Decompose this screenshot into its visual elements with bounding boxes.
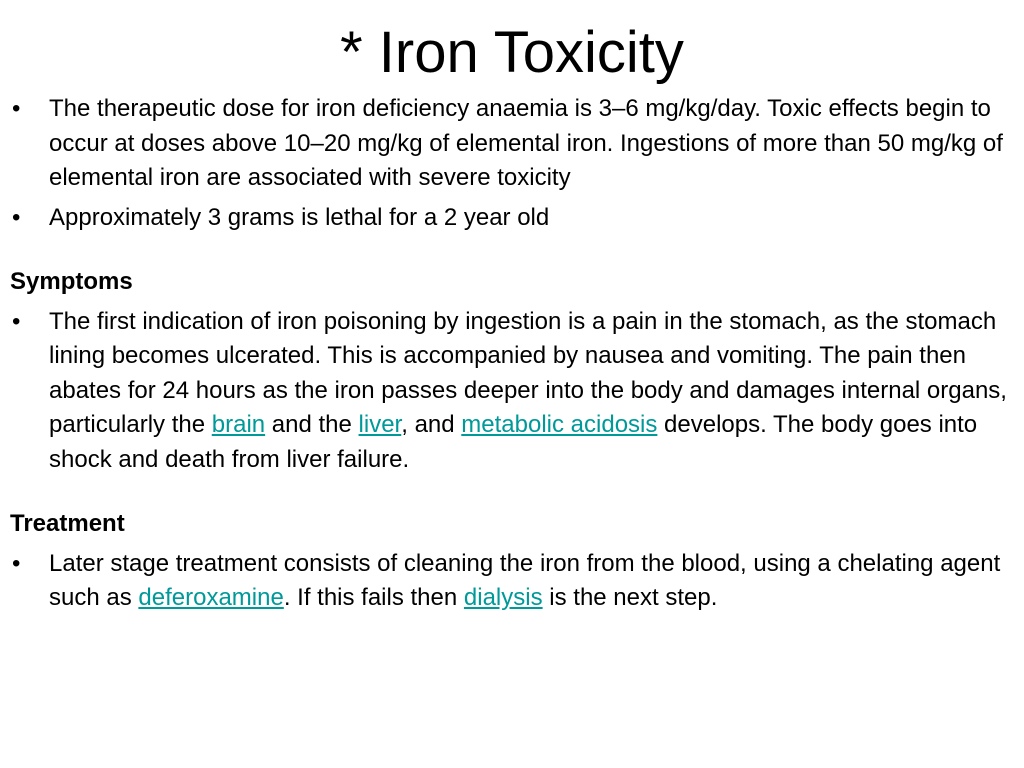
link-metabolic-acidosis[interactable]: metabolic acidosis <box>461 411 658 438</box>
link-brain[interactable]: brain <box>211 411 266 438</box>
section-spacer <box>10 477 1014 507</box>
symptoms-text-2: and the <box>265 411 359 438</box>
intro-bullet-lethal: • Approximately 3 grams is lethal for a 2 year old <box>10 201 1014 236</box>
symptoms-bullet <box>10 305 1014 478</box>
treatment-text-2: . If this fails then <box>283 584 464 611</box>
symptoms-text-1: The first indication of iron poisoning by ingestion is a pain in the stomach, as the stomach lining becomes ulcerated. This is accompanied by nausea and vomiting. The pain then abates for 24 hours as the iron passes deeper into the body and damages internal organs, particularly the <box>49 307 1007 438</box>
treatment-text-3: is the next step. <box>542 584 718 611</box>
symptoms-text-3: , and <box>401 411 462 438</box>
slide-body <box>10 92 1014 616</box>
intro-bullet-dose: • The therapeutic dose for iron deficiency anaemia is 3–6 mg/kg/day. Toxic effects begin to occur at doses above 10–20 mg/kg of elemental iron. Ingestions of more than 50 mg/kg of elemental iron are associated with severe toxicity <box>10 92 1014 196</box>
link-dialysis[interactable]: dialysis <box>463 584 543 611</box>
section-spacer <box>10 235 1014 265</box>
slide-title: * Iron Toxicity <box>340 20 684 85</box>
treatment-bullet <box>10 547 1014 616</box>
treatment-text-1: Later stage treatment consists of cleaning the iron from the blood, using a chelating agent such as <box>49 549 1001 611</box>
symptoms-text-4: develops. The body goes into shock and death from liver failure. <box>49 411 978 473</box>
link-deferoxamine[interactable]: deferoxamine <box>138 584 284 611</box>
symptoms-heading: Symptoms <box>10 268 133 295</box>
treatment-heading: Treatment <box>10 510 125 537</box>
link-liver[interactable]: liver <box>358 411 402 438</box>
